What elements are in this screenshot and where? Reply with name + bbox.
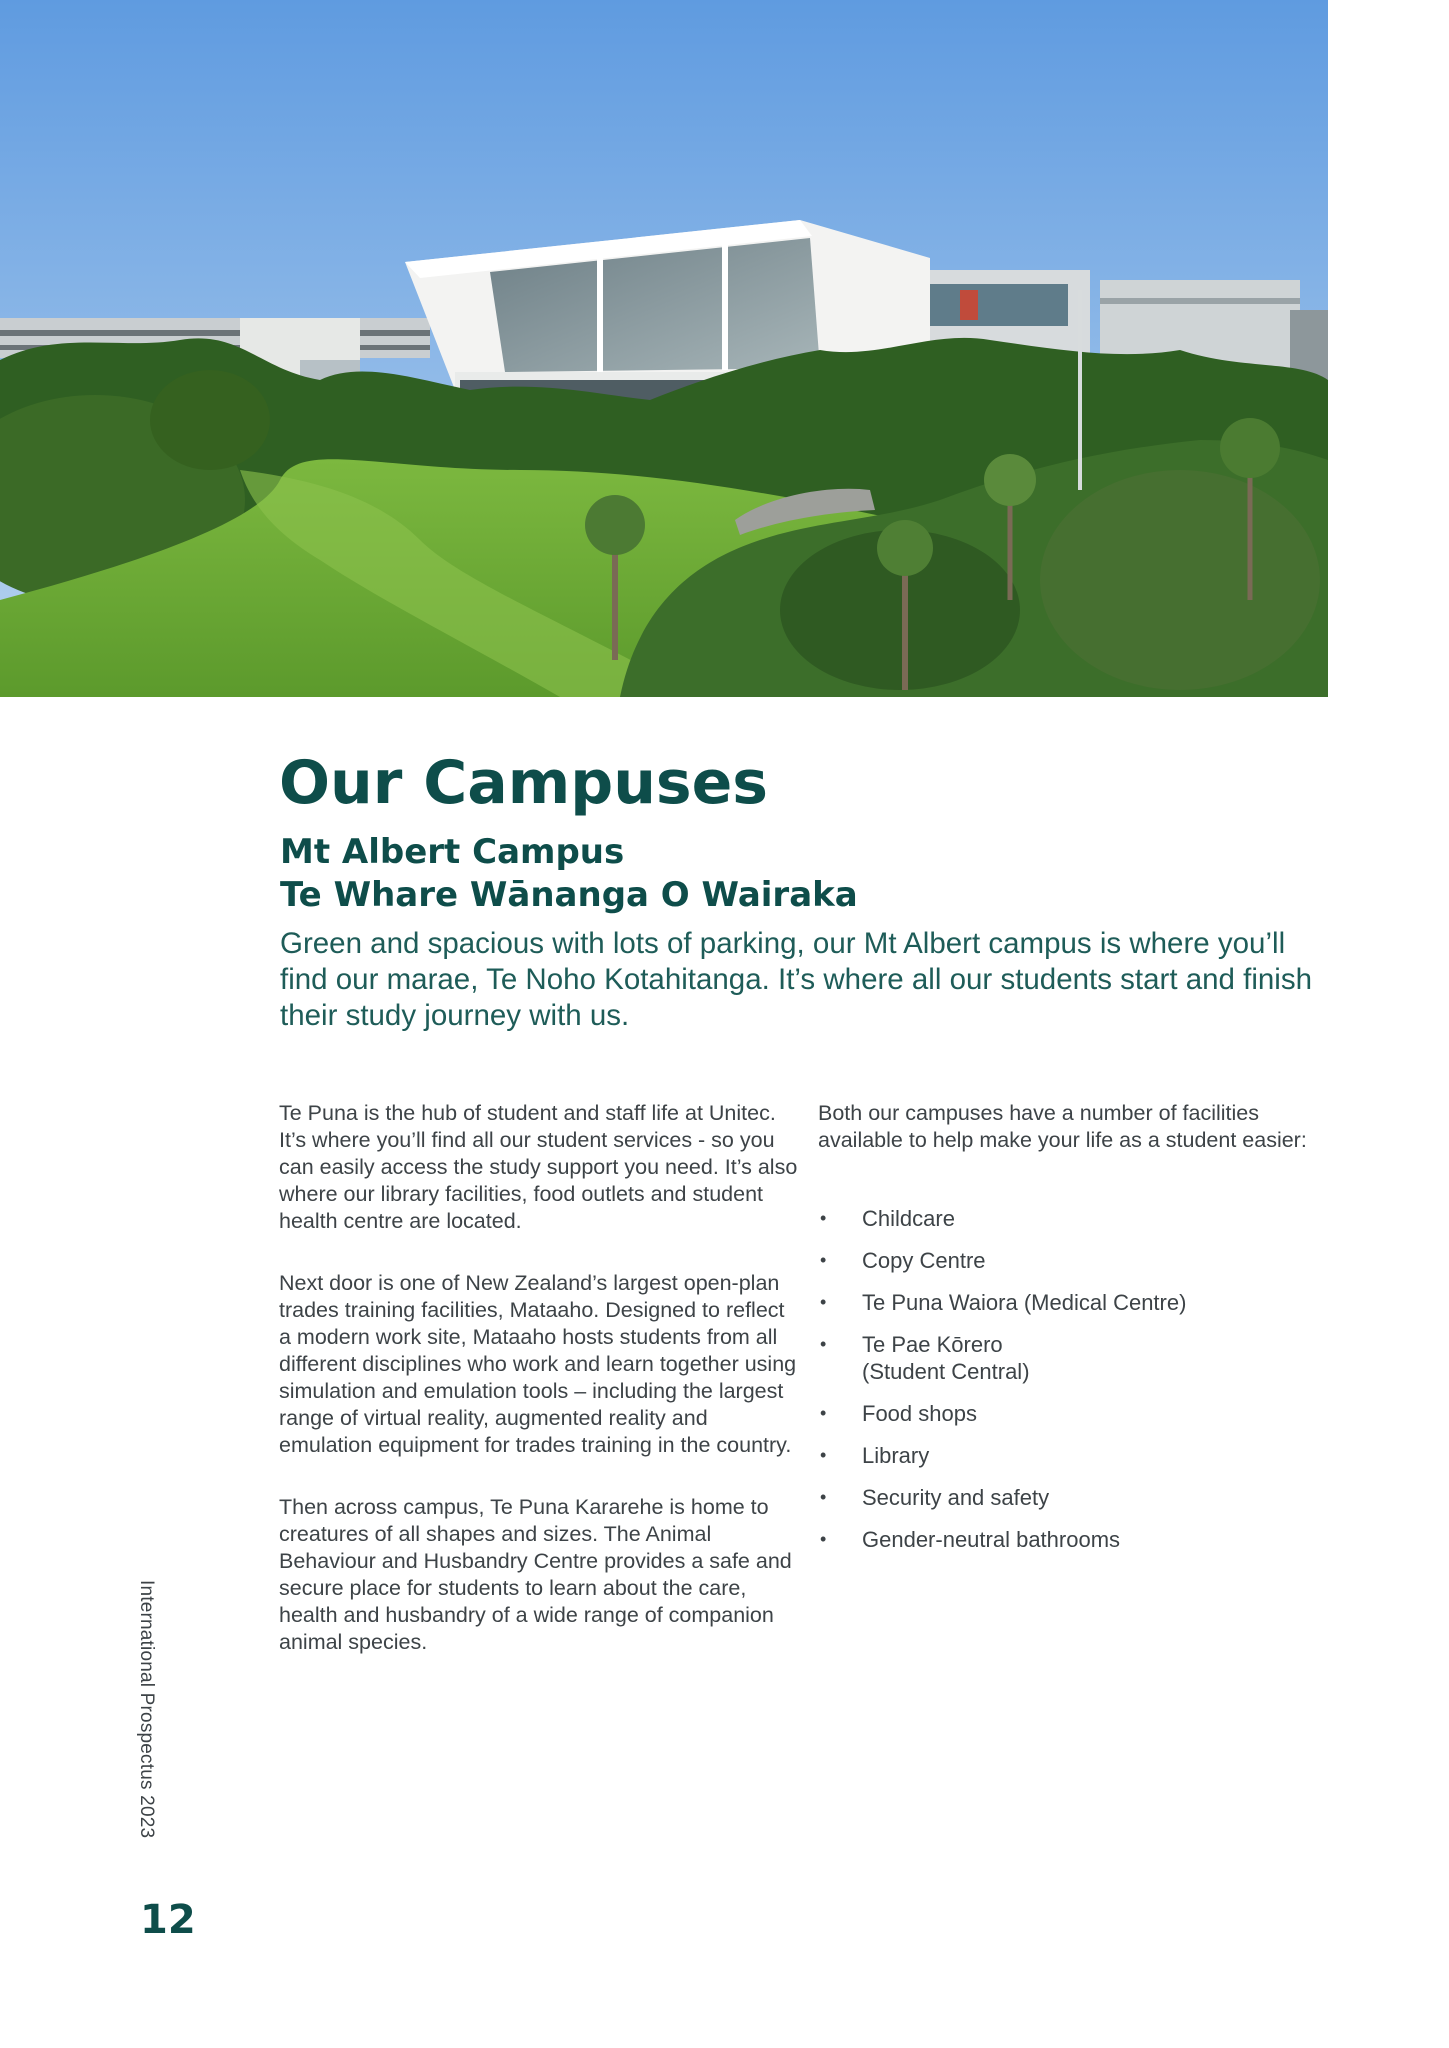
list-item (818, 1247, 1318, 1274)
left-column (279, 1100, 799, 1691)
body-paragraph: Te Puna is the hub of student and staff life at Unitec. It’s where you’ll find all our student services - so you can easily access the study support you need. It’s also where our library facilities, food outlets and student health centre are located. (279, 1101, 798, 1233)
list-item (818, 1331, 1052, 1385)
bullet-icon: • (820, 1292, 827, 1312)
facility-label: Childcare (862, 1206, 955, 1231)
body-paragraph: Next door is one of New Zealand’s largest open-plan trades training facilities, Mataaho. Designed to reflect a modern work site, Mataaho hosts students from all different disciplines who work and learn together using simulation and emulation tools – including the largest range of virtual reality, augmented reality and emulation equipment for trades training in the country. (279, 1271, 797, 1457)
bullet-icon: • (820, 1487, 827, 1507)
bullet-icon: • (820, 1208, 827, 1228)
facility-label: Food shops (862, 1401, 977, 1426)
list-item (818, 1205, 1318, 1232)
facility-label: Library (862, 1443, 930, 1468)
campus-maori-name: Te Whare Wānanga O Wairaka (280, 875, 858, 915)
facility-label: Te Pae Kōrero (Student Central) (862, 1332, 1030, 1384)
list-item (818, 1400, 1318, 1427)
bullet-icon: • (820, 1445, 827, 1465)
bullet-icon: • (820, 1250, 827, 1270)
page-title: Our Campuses (279, 748, 769, 818)
list-item (818, 1289, 1318, 1316)
publication-label: International Prospectus 2023 (136, 1580, 157, 1839)
right-column (818, 1100, 1318, 1568)
list-item (818, 1526, 1318, 1553)
bullet-icon: • (820, 1529, 827, 1549)
body-paragraph: Then across campus, Te Puna Kararehe is home to creatures of all shapes and sizes. The Animal Behaviour and Husbandry Centre provides a safe and secure place for students to learn about the care, health and husbandry of a wide range of companion animal species. (279, 1495, 792, 1654)
bullet-icon: • (820, 1403, 827, 1423)
list-item (818, 1484, 1318, 1511)
campus-name: Mt Albert Campus (280, 832, 625, 872)
facility-label: Te Puna Waiora (Medical Centre) (862, 1290, 1187, 1315)
facility-label: Copy Centre (862, 1248, 986, 1273)
facility-label: Gender-neutral bathrooms (862, 1527, 1121, 1552)
page-number: 12 (140, 1897, 196, 1943)
list-item (818, 1442, 1318, 1469)
facilities-list (818, 1205, 1318, 1553)
hero-campus-photo (0, 0, 1328, 697)
intro-paragraph: Green and spacious with lots of parking, our Mt Albert campus is where you’ll find our marae, Te Noho Kotahitanga. It’s where all our students start and finish their study journey with us. (280, 927, 1313, 1032)
bullet-icon: • (820, 1334, 827, 1354)
facility-label: Security and safety (862, 1485, 1050, 1510)
facilities-lead: Both our campuses have a number of facilities available to help make your life as a student easier: (818, 1101, 1307, 1152)
